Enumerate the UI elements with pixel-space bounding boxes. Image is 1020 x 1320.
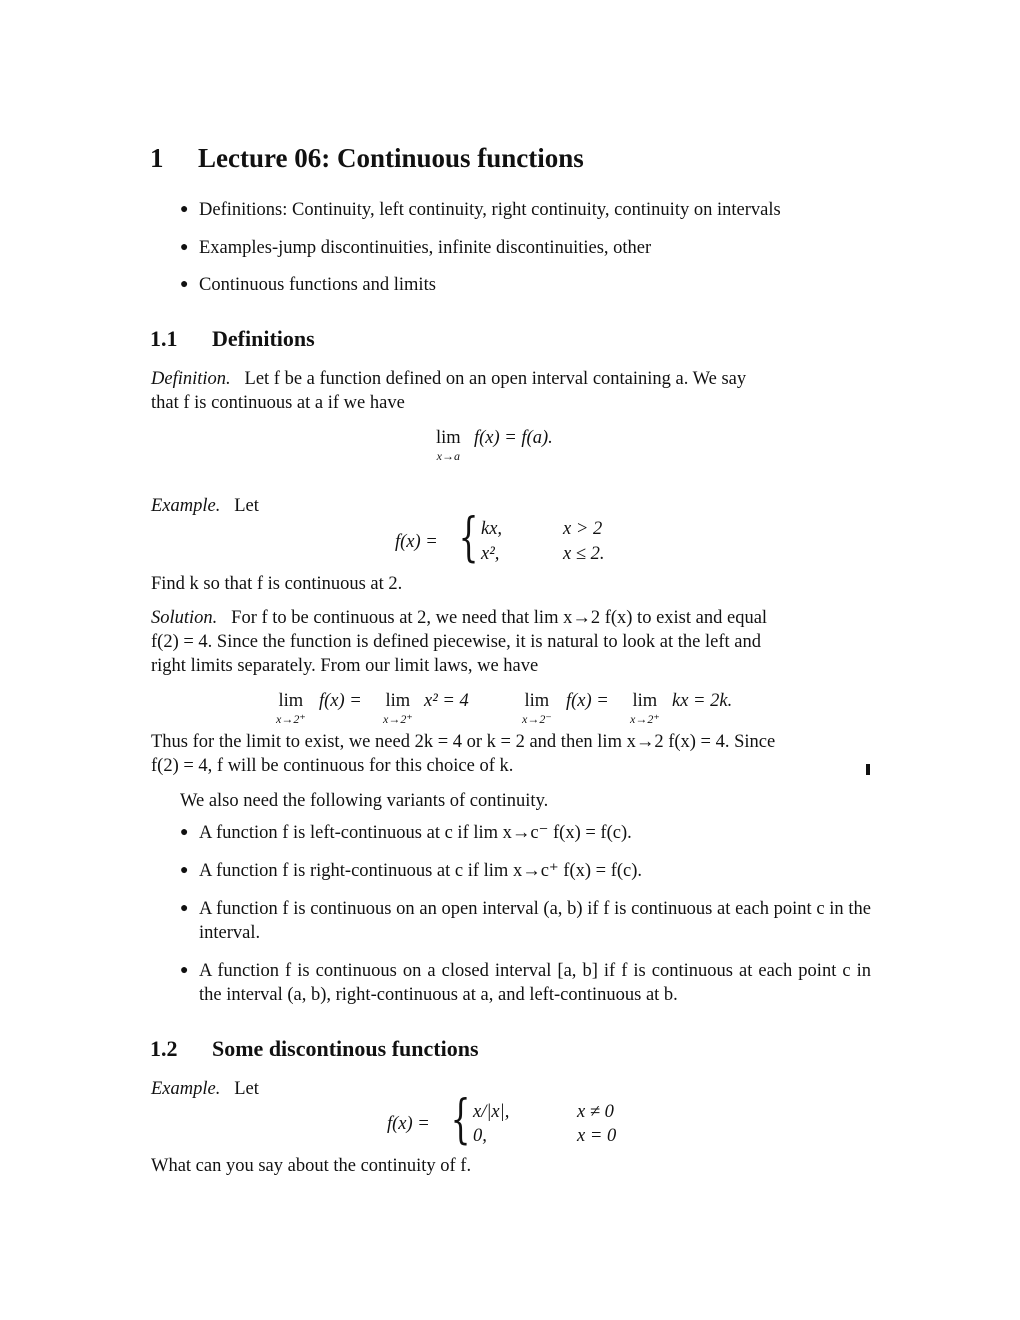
outline-item: Continuous functions and limits (199, 275, 436, 295)
bullet-icon: ● (180, 202, 189, 217)
equation-part: kx = 2k. (672, 691, 733, 711)
lim-subscript: x→2⁺ (276, 712, 306, 726)
example2-question: What can you say about the continuity of f. (151, 1156, 472, 1176)
piecewise2-case1-cond: x ≠ 0 (577, 1102, 614, 1122)
example2-label: Example. (151, 1079, 221, 1099)
subsection-number: 1.1 (150, 326, 178, 351)
variants-intro: We also need the following variants of continuity. (180, 791, 549, 811)
piecewise1-case1-cond: x > 2 (563, 519, 603, 539)
solution-line-3: right limits separately. From our limit laws, we have (151, 656, 539, 676)
lim-subscript: x→a (436, 449, 460, 463)
subsection-number: 1.2 (150, 1036, 178, 1061)
lim-label: lim (632, 691, 658, 711)
solution-line-5: f(2) = 4, f will be continuous for this choice of k. (151, 756, 514, 776)
subsection-heading (150, 327, 315, 351)
outline-item: Definitions: Continuity, left continuity, right continuity, continuity on intervals (199, 200, 781, 220)
solution-line-2: f(2) = 4. Since the function is defined piecewise, it is natural to look at the left and (151, 632, 761, 652)
lim-subscript: x→2⁻ (522, 712, 552, 726)
example1-intro (151, 494, 259, 518)
bullet-icon: ● (180, 240, 189, 255)
limit-operator (383, 689, 413, 725)
piecewise2-case1-expr: x/|x|, (473, 1102, 510, 1122)
limit-operator (522, 689, 552, 725)
lim-label: lim (436, 428, 461, 448)
section-number: 1 (150, 143, 164, 173)
subsection-heading (150, 1037, 479, 1061)
variant-item: A function f is right-continuous at c if lim x→c⁺ f(x) = f(c). (199, 861, 643, 881)
piecewise1-case2-expr: x², (481, 544, 500, 564)
lim-subscript: x→2⁺ (630, 712, 660, 726)
bullet-icon: ● (180, 863, 189, 878)
piecewise2-brace: { (450, 1090, 471, 1150)
solution-text-1: For f to be continuous at 2, we need that lim x→2 f(x) to exist and equal (231, 608, 768, 628)
piecewise1-lhs: f(x) = (395, 532, 438, 552)
bullet-icon: ● (180, 901, 189, 916)
section-heading (150, 143, 584, 173)
bullet-icon: ● (180, 277, 189, 292)
lim-label: lim (278, 691, 304, 711)
variant-item: A function f is continuous on an open interval (a, b) if f is continuous at each point c in the interval. (199, 899, 871, 943)
equation-part: x² = 4 (424, 691, 469, 711)
piecewise1-case1-expr: kx, (481, 519, 503, 539)
piecewise2-case2-expr: 0, (473, 1126, 487, 1146)
bullet-icon: ● (180, 825, 189, 840)
lim-subscript: x→2⁺ (383, 712, 413, 726)
lim-label: lim (524, 691, 550, 711)
equation-part: f(x) = (319, 691, 362, 711)
lim-label: lim (385, 691, 411, 711)
example1-question: Find k so that f is continuous at 2. (151, 574, 403, 594)
section-title: Lecture 06: Continuous functions (198, 143, 584, 173)
definition-line-2: that f is continuous at a if we have (151, 393, 405, 413)
definition-label: Definition. (151, 369, 231, 389)
outline-item: Examples-jump discontinuities, infinite discontinuities, other (199, 238, 652, 258)
variant-item: A function f is continuous on a closed interval [a, b] if f is continuous at each point c in the interval (a, b), right-continuous at a, and left-continuous at b. (199, 961, 871, 1005)
definition-line-1 (151, 367, 871, 391)
example1-intro-text: Let (234, 496, 259, 516)
solution-line-1 (151, 606, 767, 630)
example2-intro-text: Let (234, 1079, 259, 1099)
piecewise2-case2-cond: x = 0 (577, 1126, 617, 1146)
qed-mark (866, 764, 870, 775)
example1-label: Example. (151, 496, 221, 516)
definition-formula: f(x) = f(a). (474, 428, 553, 448)
subsection-title: Definitions (212, 326, 315, 351)
subsection-title: Some discontinous functions (212, 1036, 479, 1061)
piecewise1-case2-cond: x ≤ 2. (563, 544, 605, 564)
piecewise1-brace: { (458, 508, 479, 568)
limit-operator (436, 426, 461, 462)
example2-intro (151, 1077, 259, 1101)
piecewise2-lhs: f(x) = (387, 1114, 430, 1134)
bullet-icon: ● (180, 963, 189, 978)
solution-label: Solution. (151, 608, 218, 628)
variant-item: A function f is left-continuous at c if lim x→c⁻ f(x) = f(c). (199, 823, 632, 843)
definition-text: Let f be a function defined on an open interval containing a. We say (244, 369, 747, 389)
solution-line-4: Thus for the limit to exist, we need 2k = 4 or k = 2 and then lim x→2 f(x) = 4. Since (151, 732, 776, 752)
limit-operator (630, 689, 660, 725)
limit-operator (276, 689, 306, 725)
equation-part: f(x) = (566, 691, 609, 711)
